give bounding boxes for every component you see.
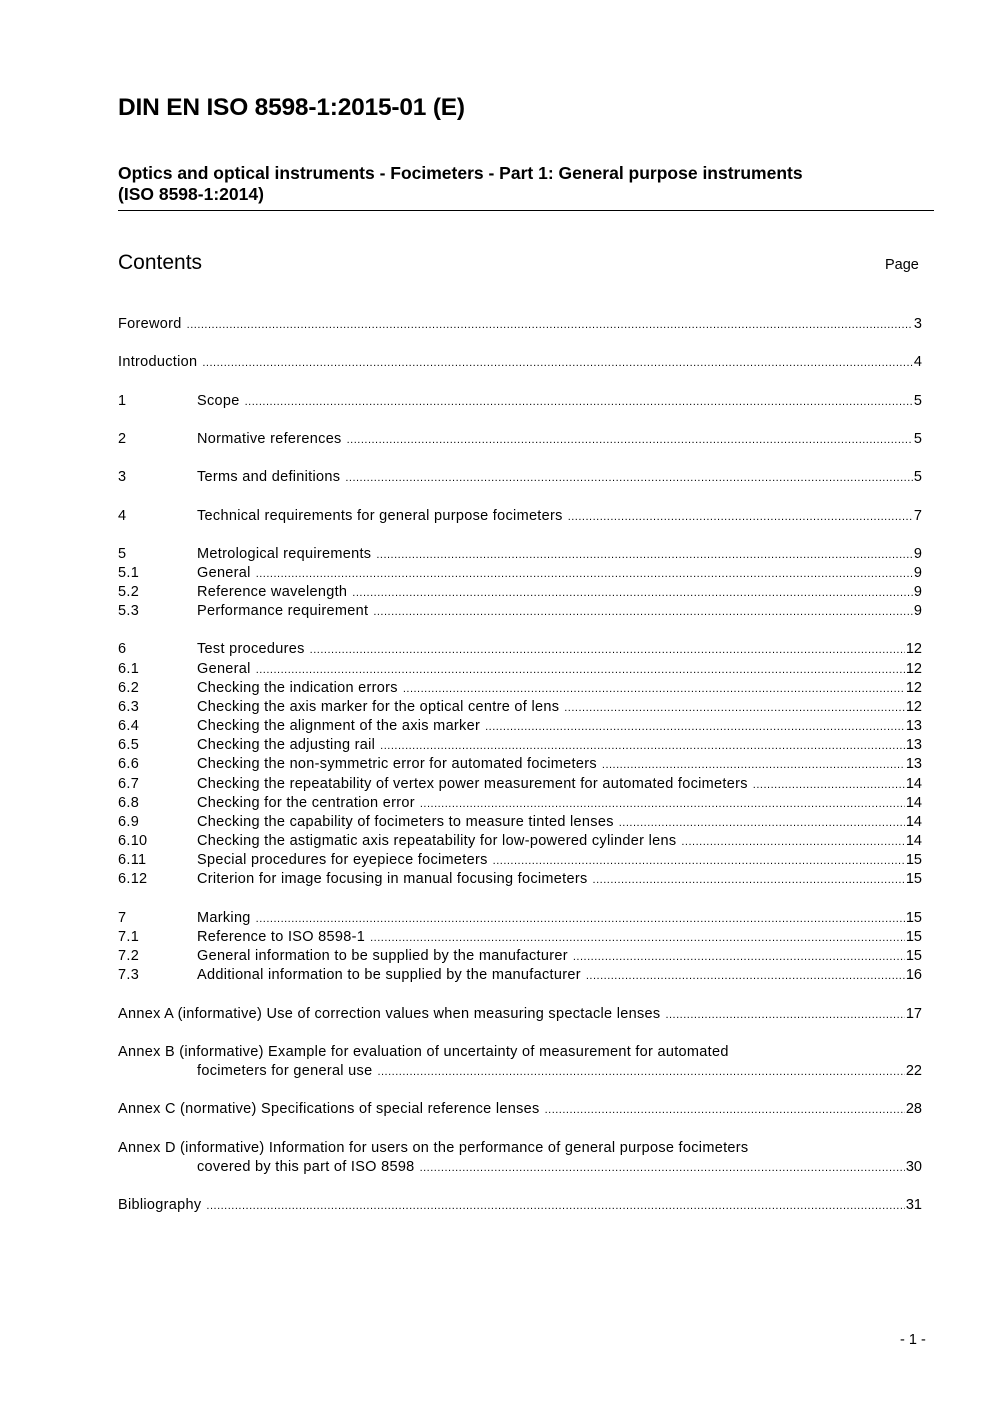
- toc-leader: [376, 546, 913, 565]
- toc-title: Special procedures for eyepiece focimeters: [197, 852, 488, 868]
- toc-page: 7: [913, 508, 922, 524]
- toc-entry-annex-b-line-1[interactable]: Annex B (informative) Example for evaluation of uncertainty of measurement for automated: [118, 1044, 729, 1060]
- toc-number: 6: [118, 641, 127, 657]
- toc-entry-6[interactable]: [118, 640, 922, 659]
- toc-entry-7[interactable]: [118, 909, 922, 928]
- toc-number: 7.3: [118, 967, 140, 983]
- toc-leader: [377, 1063, 904, 1082]
- toc-leader: [564, 699, 905, 718]
- toc-entry-5[interactable]: [118, 545, 922, 564]
- toc-title: Annex C (normative) Specifications of special reference lenses: [118, 1101, 540, 1117]
- toc-title: Checking the axis marker for the optical centre of lens: [197, 699, 560, 715]
- toc-number: 2: [118, 431, 127, 447]
- toc-entry-5-2[interactable]: [118, 583, 922, 602]
- title-rule: [118, 210, 934, 211]
- toc-page: 22: [905, 1063, 922, 1079]
- toc-number: 6.8: [118, 795, 140, 811]
- toc-title: Terms and definitions: [197, 469, 341, 485]
- toc-leader: [256, 565, 913, 584]
- toc-number: 5.3: [118, 603, 140, 619]
- toc-title: Normative references: [197, 431, 342, 447]
- toc-title: Checking the non-symmetric error for automated focimeters: [197, 756, 597, 772]
- toc-number: 5: [118, 546, 127, 562]
- toc-number: 7: [118, 910, 127, 926]
- toc-number: 6.10: [118, 833, 148, 849]
- toc-entry-2[interactable]: [118, 430, 922, 449]
- toc-title: Metrological requirements: [197, 546, 372, 562]
- toc-title: Checking the capability of focimeters to measure tinted lenses: [197, 814, 614, 830]
- toc-entry-6-6[interactable]: [118, 755, 922, 774]
- toc-number: 6.2: [118, 680, 140, 696]
- toc-entry-annex-c[interactable]: [118, 1100, 922, 1119]
- toc-page: 30: [905, 1159, 922, 1175]
- toc-leader: [665, 1006, 904, 1025]
- toc-page: 12: [905, 641, 922, 657]
- toc-number: 4: [118, 508, 127, 524]
- toc-page: 28: [905, 1101, 922, 1117]
- toc-title: Scope: [197, 393, 240, 409]
- toc-page: 15: [905, 871, 922, 887]
- toc-entry-6-4[interactable]: [118, 717, 922, 736]
- toc-page: 13: [905, 737, 922, 753]
- toc-number: 5.1: [118, 565, 140, 581]
- page-number: - 1 -: [900, 1332, 926, 1348]
- toc-leader: [373, 603, 913, 622]
- toc-entry-6-9[interactable]: [118, 813, 922, 832]
- toc-entry-5-1[interactable]: [118, 564, 922, 583]
- toc-page: 9: [913, 546, 922, 562]
- toc-leader: [187, 316, 913, 335]
- toc-number: 3: [118, 469, 127, 485]
- toc-page: 15: [905, 910, 922, 926]
- toc-title: Technical requirements for general purpose focimeters: [197, 508, 563, 524]
- toc-title: Foreword: [118, 316, 182, 332]
- toc-title: General: [197, 565, 251, 581]
- toc-page: 12: [905, 680, 922, 696]
- toc-entry-6-10[interactable]: [118, 832, 922, 851]
- toc-entry-6-1[interactable]: [118, 660, 922, 679]
- toc-leader: [753, 776, 905, 795]
- toc-title: Test procedures: [197, 641, 305, 657]
- toc-page: 3: [913, 316, 922, 332]
- toc-page: 15: [905, 852, 922, 868]
- toc-page: 5: [913, 431, 922, 447]
- toc-entry-bibliography[interactable]: [118, 1196, 922, 1215]
- toc-title: Marking: [197, 910, 251, 926]
- toc-title: Checking the repeatability of vertex power measurement for automated focimeters: [197, 776, 748, 792]
- page-column-heading: Page: [885, 257, 919, 273]
- toc-title: focimeters for general use: [197, 1063, 373, 1079]
- toc-page: 13: [905, 756, 922, 772]
- toc-number: 6.5: [118, 737, 140, 753]
- toc-entry-6-7[interactable]: [118, 775, 922, 794]
- toc-title: Performance requirement: [197, 603, 369, 619]
- toc-leader: [370, 929, 905, 948]
- toc-page: 15: [905, 929, 922, 945]
- toc-page: 14: [905, 776, 922, 792]
- toc-leader: [681, 833, 904, 852]
- toc-entry-6-3[interactable]: [118, 698, 922, 717]
- toc-page: 14: [905, 795, 922, 811]
- toc-leader: [493, 852, 905, 871]
- toc-entry-annex-a[interactable]: [118, 1005, 922, 1024]
- toc-leader: [545, 1101, 905, 1120]
- toc-title: General: [197, 661, 251, 677]
- toc-entry-6-5[interactable]: [118, 736, 922, 755]
- toc-number: 6.6: [118, 756, 140, 772]
- toc-title: Reference wavelength: [197, 584, 348, 600]
- toc-entry-annex-d[interactable]: [118, 1158, 922, 1177]
- contents-heading: Contents: [118, 251, 203, 274]
- toc-number: 5.2: [118, 584, 140, 600]
- toc-page: 14: [905, 814, 922, 830]
- document-subtitle: [118, 163, 933, 205]
- toc-leader: [380, 737, 905, 756]
- toc-number: 6.12: [118, 871, 148, 887]
- toc-leader: [573, 948, 905, 967]
- document-title: DIN EN ISO 8598-1:2015-01 (E): [118, 94, 465, 121]
- toc-page: 9: [913, 584, 922, 600]
- toc-number: 7.2: [118, 948, 140, 964]
- toc-leader: [602, 756, 905, 775]
- toc-entry-5-3[interactable]: [118, 602, 922, 621]
- toc-leader: [345, 469, 913, 488]
- toc-number: 6.7: [118, 776, 140, 792]
- toc-number: 6.9: [118, 814, 140, 830]
- toc-page: 9: [913, 565, 922, 581]
- toc-entry-7-3[interactable]: [118, 966, 922, 985]
- toc-page: 5: [913, 469, 922, 485]
- toc-leader: [256, 661, 905, 680]
- toc-leader: [485, 718, 905, 737]
- toc-leader: [420, 795, 905, 814]
- toc-page: 5: [913, 393, 922, 409]
- toc-title: covered by this part of ISO 8598: [197, 1159, 415, 1175]
- toc-page: 13: [905, 718, 922, 734]
- toc-entry-4[interactable]: [118, 507, 922, 526]
- toc-entry-7-2[interactable]: [118, 947, 922, 966]
- toc-leader: [256, 910, 905, 929]
- toc-leader: [352, 584, 913, 603]
- toc-title: General information to be supplied by the manufacturer: [197, 948, 568, 964]
- toc-number: 1: [118, 393, 127, 409]
- toc-page: 9: [913, 603, 922, 619]
- toc-entry-introduction[interactable]: [118, 353, 922, 372]
- subtitle-line-1: Optics and optical instruments - Focimeters - Part 1: General purpose instruments: [118, 163, 803, 183]
- toc-entry-6-11[interactable]: [118, 851, 922, 870]
- toc-entry-foreword[interactable]: [118, 315, 922, 334]
- toc-page: 12: [905, 661, 922, 677]
- toc-title: Annex A (informative) Use of correction values when measuring spectacle lenses: [118, 1006, 661, 1022]
- toc-title: Checking the adjusting rail: [197, 737, 376, 753]
- toc-leader: [593, 871, 905, 890]
- toc-entry-7-1[interactable]: [118, 928, 922, 947]
- toc-title: Additional information to be supplied by the manufacturer: [197, 967, 581, 983]
- toc-title: Criterion for image focusing in manual focusing focimeters: [197, 871, 588, 887]
- toc-title: Bibliography: [118, 1197, 202, 1213]
- toc-leader: [568, 508, 913, 527]
- toc-entry-annex-d-line-1[interactable]: Annex D (informative) Information for users on the performance of general purpose focimeters: [118, 1140, 749, 1156]
- toc-leader: [420, 1159, 905, 1178]
- toc-page: 12: [905, 699, 922, 715]
- toc-entry-6-2[interactable]: [118, 679, 922, 698]
- toc-title: Checking the alignment of the axis marker: [197, 718, 481, 734]
- toc-title: Checking the indication errors: [197, 680, 398, 696]
- toc-page: 4: [913, 354, 922, 370]
- toc-page: 14: [905, 833, 922, 849]
- toc-number: 6.1: [118, 661, 140, 677]
- subtitle-line-2: (ISO 8598-1:2014): [118, 184, 264, 204]
- toc-page: 15: [905, 948, 922, 964]
- toc-entry-3[interactable]: [118, 468, 922, 487]
- toc-leader: [310, 641, 905, 660]
- toc-page: 17: [905, 1006, 922, 1022]
- toc-leader: [206, 1197, 904, 1216]
- toc-entry-annex-b[interactable]: [118, 1062, 922, 1081]
- toc-entry-6-12[interactable]: [118, 870, 922, 889]
- toc-number: 6.4: [118, 718, 140, 734]
- toc-leader: [586, 967, 905, 986]
- toc-leader: [245, 393, 913, 412]
- toc-leader: [619, 814, 905, 833]
- toc-page: 16: [905, 967, 922, 983]
- toc-title: Checking for the centration error: [197, 795, 415, 811]
- toc-leader: [403, 680, 905, 699]
- toc-title: Checking the astigmatic axis repeatability for low-powered cylinder lens: [197, 833, 677, 849]
- toc-number: 6.3: [118, 699, 140, 715]
- toc-number: 7.1: [118, 929, 140, 945]
- toc-leader: [202, 354, 913, 373]
- toc-page: 31: [905, 1197, 922, 1213]
- toc-leader: [347, 431, 913, 450]
- toc-title: Reference to ISO 8598-1: [197, 929, 366, 945]
- toc-entry-1[interactable]: [118, 392, 922, 411]
- toc-entry-6-8[interactable]: [118, 794, 922, 813]
- toc-number: 6.11: [118, 852, 147, 868]
- toc-title: Introduction: [118, 354, 198, 370]
